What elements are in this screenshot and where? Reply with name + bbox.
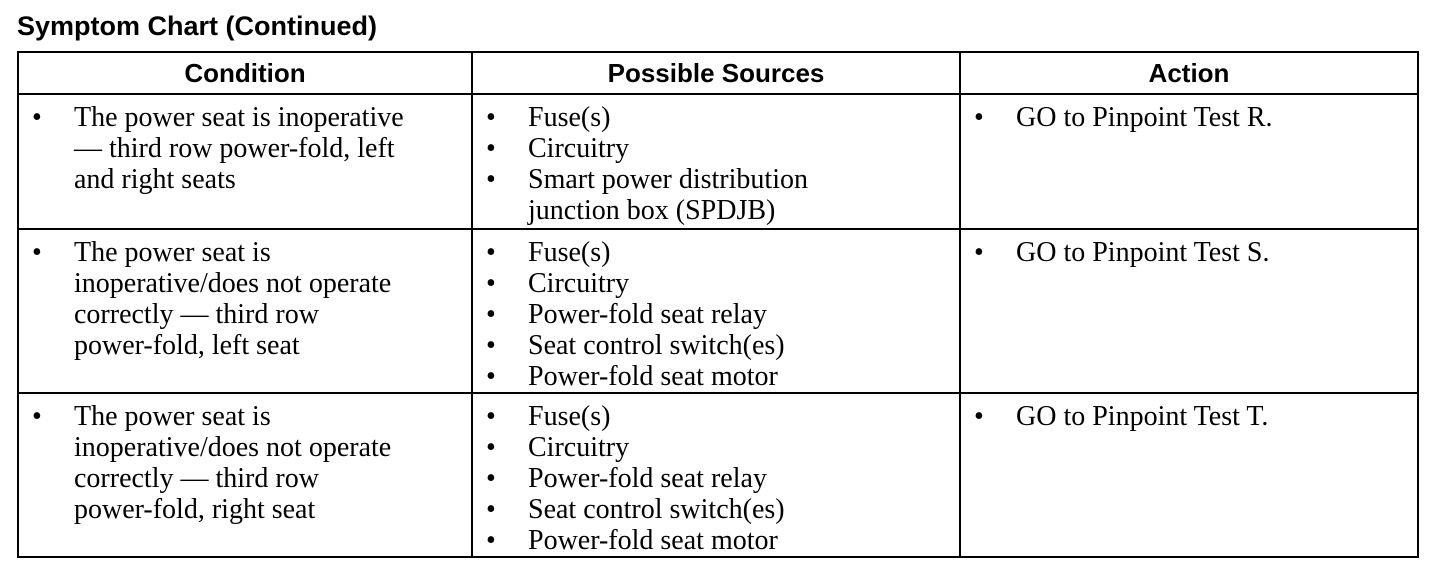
bullet-icon: • xyxy=(32,237,42,268)
bullet-icon: • xyxy=(486,361,496,392)
bullet-icon: • xyxy=(486,164,496,195)
source-text: Circuitry xyxy=(528,268,630,299)
action-text: GO to Pinpoint Test T. xyxy=(1016,401,1269,432)
source-item xyxy=(473,133,951,164)
condition-line: and right seats xyxy=(74,164,236,195)
condition-line: The power seat is inoperative xyxy=(74,102,404,133)
action-item xyxy=(961,401,1409,432)
condition-line: The power seat is xyxy=(74,237,271,268)
bullet-icon: • xyxy=(32,401,42,432)
source-item xyxy=(473,268,951,299)
table-row xyxy=(18,229,1418,393)
bullet-icon: • xyxy=(486,463,496,494)
action-text: GO to Pinpoint Test R. xyxy=(1016,102,1273,133)
source-text: Fuse(s) xyxy=(528,102,611,133)
source-text: Seat control switch(es) xyxy=(528,494,785,525)
source-item xyxy=(473,299,951,330)
source-text: junction box (SPDJB) xyxy=(528,195,776,226)
source-item xyxy=(473,463,951,494)
source-text: Power-fold seat motor xyxy=(528,361,778,392)
condition-line: inoperative/does not operate xyxy=(74,268,392,299)
possible-sources-cell xyxy=(472,229,960,393)
bullet-icon: • xyxy=(486,330,496,361)
condition-item xyxy=(19,237,463,361)
action-cell xyxy=(960,229,1418,393)
column-header-action: Action xyxy=(960,52,1418,94)
condition-line: inoperative/does not operate xyxy=(74,432,392,463)
page-title: Symptom Chart (Continued) xyxy=(17,11,377,41)
column-header-possible-sources: Possible Sources xyxy=(472,52,960,94)
table-row xyxy=(18,393,1418,557)
condition-cell xyxy=(18,393,472,557)
source-text: Circuitry xyxy=(528,133,630,164)
bullet-icon: • xyxy=(486,401,496,432)
source-item xyxy=(473,164,951,226)
bullet-icon: • xyxy=(486,102,496,133)
condition-line: power-fold, left seat xyxy=(74,330,300,361)
condition-item xyxy=(19,401,463,525)
condition-line: correctly — third row xyxy=(74,463,319,494)
action-cell xyxy=(960,393,1418,557)
source-item xyxy=(473,494,951,525)
source-text: Circuitry xyxy=(528,432,630,463)
source-item xyxy=(473,330,951,361)
source-text: Seat control switch(es) xyxy=(528,330,785,361)
possible-sources-cell xyxy=(472,94,960,229)
source-text: Smart power distribution xyxy=(528,164,808,195)
source-text: Fuse(s) xyxy=(528,237,611,268)
action-item xyxy=(961,237,1409,268)
condition-line: The power seat is xyxy=(74,401,271,432)
condition-line: — third row power-fold, left xyxy=(74,133,395,164)
bullet-icon: • xyxy=(974,401,984,432)
action-cell xyxy=(960,94,1418,229)
condition-line: power-fold, right seat xyxy=(74,494,316,525)
bullet-icon: • xyxy=(486,133,496,164)
bullet-icon: • xyxy=(32,102,42,133)
condition-item xyxy=(19,102,463,195)
source-item xyxy=(473,525,951,556)
action-text: GO to Pinpoint Test S. xyxy=(1016,237,1270,268)
bullet-icon: • xyxy=(486,237,496,268)
table-header-row xyxy=(18,52,1418,94)
bullet-icon: • xyxy=(486,268,496,299)
table-row xyxy=(18,94,1418,229)
source-item xyxy=(473,102,951,133)
source-text: Power-fold seat relay xyxy=(528,299,767,330)
source-item xyxy=(473,401,951,432)
bullet-icon: • xyxy=(486,494,496,525)
bullet-icon: • xyxy=(486,299,496,330)
condition-line: correctly — third row xyxy=(74,299,319,330)
source-text: Fuse(s) xyxy=(528,401,611,432)
bullet-icon: • xyxy=(486,525,496,556)
source-item xyxy=(473,432,951,463)
bullet-icon: • xyxy=(974,102,984,133)
condition-cell xyxy=(18,94,472,229)
action-item xyxy=(961,102,1409,133)
source-item xyxy=(473,237,951,268)
source-text: Power-fold seat relay xyxy=(528,463,767,494)
bullet-icon: • xyxy=(974,237,984,268)
condition-cell xyxy=(18,229,472,393)
column-header-condition: Condition xyxy=(18,52,472,94)
symptom-chart-table xyxy=(17,51,1419,558)
possible-sources-cell xyxy=(472,393,960,557)
source-item xyxy=(473,361,951,392)
source-text: Power-fold seat motor xyxy=(528,525,778,556)
bullet-icon: • xyxy=(486,432,496,463)
